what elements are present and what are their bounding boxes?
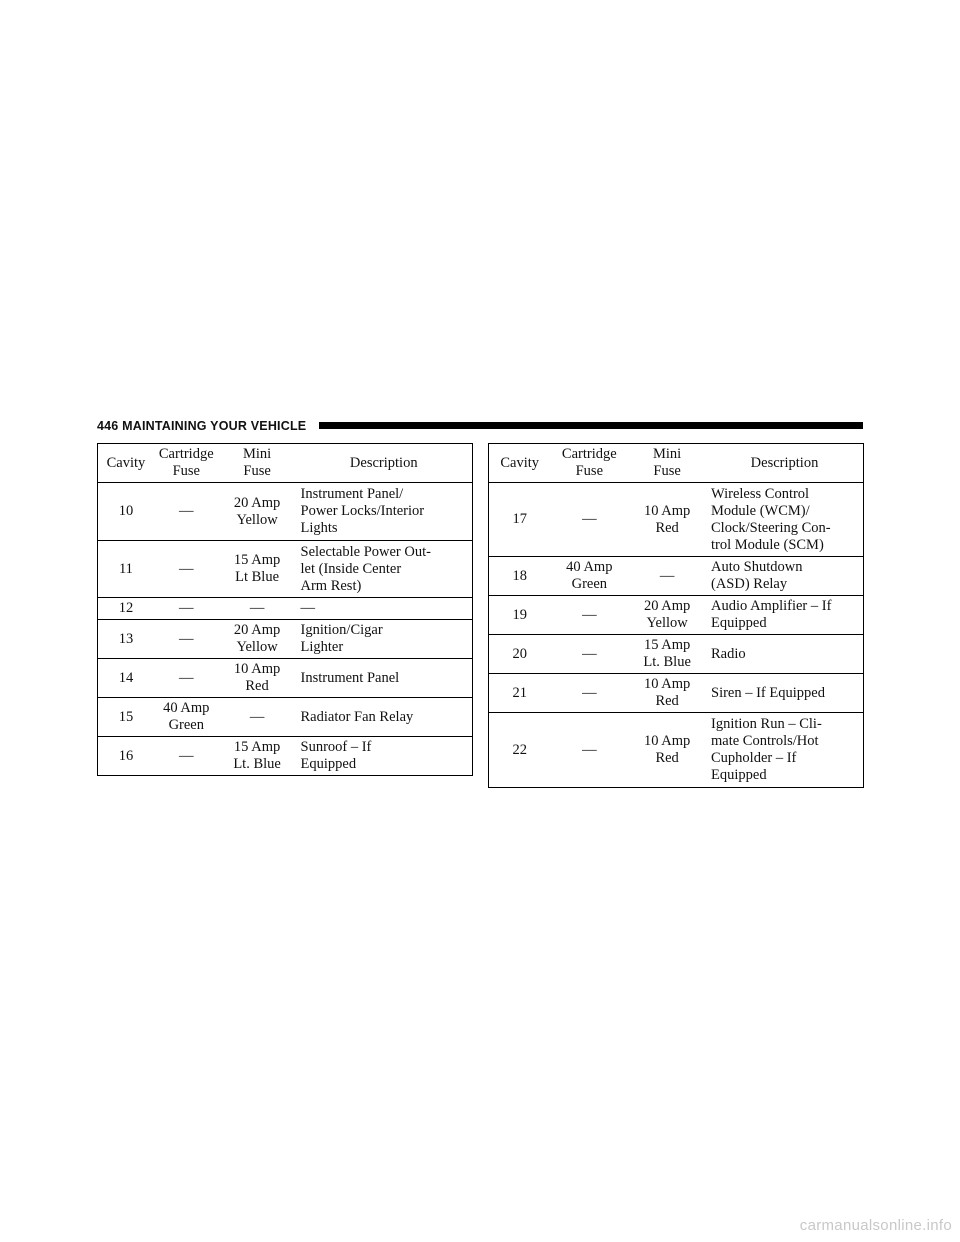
column-header-description: Description <box>296 444 473 483</box>
column-header-description: Description <box>706 444 864 483</box>
mini-fuse-cell: 10 Amp Red <box>628 713 706 788</box>
mini-fuse-cell: 15 Amp Lt Blue <box>219 541 296 598</box>
description-cell: Instrument Panel <box>296 659 473 698</box>
table-row <box>489 596 864 635</box>
table-row <box>489 557 864 596</box>
fuse-table-left <box>97 443 473 776</box>
mini-fuse-cell: 20 Amp Yellow <box>219 483 296 541</box>
cavity-cell: 14 <box>98 659 154 698</box>
table-row <box>489 713 864 788</box>
cavity-cell: 17 <box>489 483 551 557</box>
cartridge-fuse-cell: — <box>550 635 628 674</box>
cavity-cell: 19 <box>489 596 551 635</box>
cartridge-fuse-cell: — <box>154 598 219 620</box>
fuse-table-right <box>488 443 864 788</box>
table-row <box>489 674 864 713</box>
cavity-cell: 16 <box>98 737 154 776</box>
description-cell: Radio <box>706 635 864 674</box>
table-row <box>98 483 473 541</box>
table-row <box>98 737 473 776</box>
table-row <box>98 620 473 659</box>
description-cell: Audio Amplifier – If Equipped <box>706 596 864 635</box>
table-header-row <box>98 444 473 483</box>
column-header-mini-fuse: Mini Fuse <box>219 444 296 483</box>
cavity-cell: 22 <box>489 713 551 788</box>
cartridge-fuse-cell: — <box>550 713 628 788</box>
cartridge-fuse-cell: — <box>154 483 219 541</box>
cavity-cell: 12 <box>98 598 154 620</box>
cavity-cell: 10 <box>98 483 154 541</box>
table-row <box>98 541 473 598</box>
description-cell: Radiator Fan Relay <box>296 698 473 737</box>
cavity-cell: 21 <box>489 674 551 713</box>
watermark: carmanualsonline.info <box>799 1217 952 1234</box>
cartridge-fuse-cell: — <box>154 541 219 598</box>
table-row <box>489 635 864 674</box>
page-header <box>97 418 863 434</box>
mini-fuse-cell: — <box>219 598 296 620</box>
cavity-cell: 13 <box>98 620 154 659</box>
table-header-row <box>489 444 864 483</box>
column-header-cavity: Cavity <box>98 444 154 483</box>
mini-fuse-cell: 20 Amp Yellow <box>628 596 706 635</box>
table-row <box>98 659 473 698</box>
cavity-cell: 15 <box>98 698 154 737</box>
description-cell: — <box>296 598 473 620</box>
cavity-cell: 20 <box>489 635 551 674</box>
description-cell: Sunroof – If Equipped <box>296 737 473 776</box>
mini-fuse-cell: 10 Amp Red <box>628 674 706 713</box>
mini-fuse-cell: — <box>628 557 706 596</box>
column-header-mini-fuse: Mini Fuse <box>628 444 706 483</box>
cartridge-fuse-cell: — <box>550 483 628 557</box>
cartridge-fuse-cell: — <box>154 620 219 659</box>
column-header-cavity: Cavity <box>489 444 551 483</box>
mini-fuse-cell: 15 Amp Lt. Blue <box>219 737 296 776</box>
description-cell: Instrument Panel/ Power Locks/Interior Lights <box>296 483 473 541</box>
page-title: 446 MAINTAINING YOUR VEHICLE <box>97 419 307 433</box>
header-rule <box>319 422 863 429</box>
cavity-cell: 11 <box>98 541 154 598</box>
mini-fuse-cell: 10 Amp Red <box>628 483 706 557</box>
mini-fuse-cell: 15 Amp Lt. Blue <box>628 635 706 674</box>
mini-fuse-cell: 10 Amp Red <box>219 659 296 698</box>
mini-fuse-cell: 20 Amp Yellow <box>219 620 296 659</box>
cavity-cell: 18 <box>489 557 551 596</box>
cartridge-fuse-cell: — <box>550 674 628 713</box>
description-cell: Auto Shutdown (ASD) Relay <box>706 557 864 596</box>
description-cell: Ignition Run – Cli- mate Controls/Hot Cupholder – If Equipped <box>706 713 864 788</box>
column-header-cartridge-fuse: Cartridge Fuse <box>154 444 219 483</box>
description-cell: Selectable Power Out- let (Inside Center Arm Rest) <box>296 541 473 598</box>
table-row <box>489 483 864 557</box>
mini-fuse-cell: — <box>219 698 296 737</box>
column-header-cartridge-fuse: Cartridge Fuse <box>550 444 628 483</box>
cartridge-fuse-cell: 40 Amp Green <box>154 698 219 737</box>
description-cell: Siren – If Equipped <box>706 674 864 713</box>
cartridge-fuse-cell: — <box>550 596 628 635</box>
description-cell: Ignition/Cigar Lighter <box>296 620 473 659</box>
table-row <box>98 598 473 620</box>
description-cell: Wireless Control Module (WCM)/ Clock/Steering Con- trol Module (SCM) <box>706 483 864 557</box>
table-row <box>98 698 473 737</box>
cartridge-fuse-cell: — <box>154 659 219 698</box>
cartridge-fuse-cell: 40 Amp Green <box>550 557 628 596</box>
cartridge-fuse-cell: — <box>154 737 219 776</box>
